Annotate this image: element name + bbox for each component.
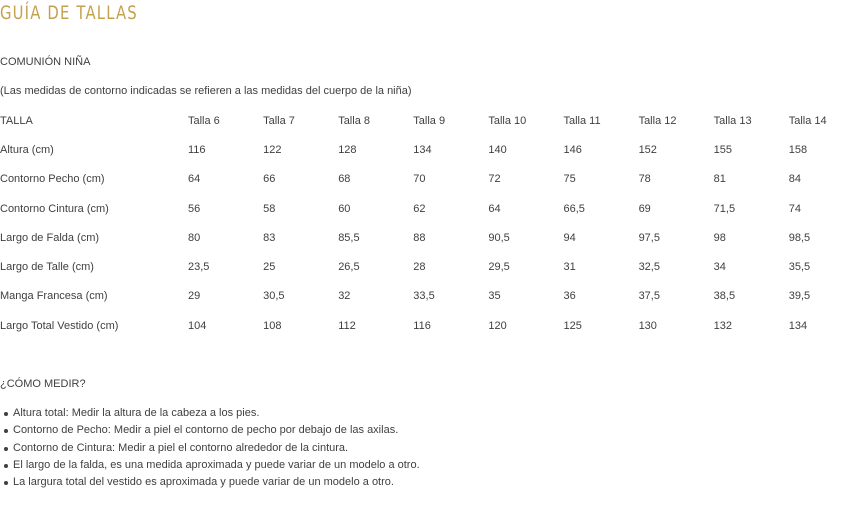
table-cell: 62 [413, 202, 426, 215]
table-cell: 97,5 [638, 231, 660, 244]
row-label: Largo de Falda (cm) [0, 231, 100, 244]
how-to-list [0, 405, 420, 491]
table-cell: 74 [788, 202, 801, 215]
table-cell: 132 [713, 319, 733, 332]
table-cell: 85,5 [338, 231, 360, 244]
table-header-cell: Talla 10 [488, 114, 527, 127]
list-item: La largura total del vestido es aproximada y puede variar de un modelo a otro. [0, 474, 420, 491]
table-cell: 70 [413, 173, 426, 186]
row-label: Largo Total Vestido (cm) [0, 319, 119, 332]
table-row [0, 311, 864, 340]
row-label: Manga Francesa (cm) [0, 290, 108, 303]
table-cell: 130 [638, 319, 657, 332]
table-header-cell: Talla 8 [338, 114, 370, 127]
table-cell: 116 [188, 143, 206, 156]
table-cell: 66 [263, 173, 276, 186]
table-cell: 33,5 [413, 290, 435, 303]
table-cell: 81 [713, 173, 726, 186]
table-cell: 122 [263, 143, 282, 156]
table-header-cell: Talla 14 [788, 114, 827, 127]
table-cell: 35 [488, 290, 501, 303]
table-cell: 58 [263, 202, 276, 215]
row-label: Contorno Cintura (cm) [0, 202, 109, 215]
table-row [0, 135, 864, 164]
table-header-cell: Talla 7 [263, 114, 295, 127]
table-cell: 38,5 [713, 290, 736, 303]
table-header-cell: TALLA [0, 114, 33, 127]
table-cell: 29 [188, 290, 201, 303]
table-cell: 134 [788, 319, 808, 332]
table-body [0, 135, 864, 340]
table-header-cell: Talla 13 [713, 114, 752, 127]
table-cell: 36 [563, 290, 576, 303]
table-cell: 94 [563, 231, 576, 244]
table-cell: 152 [638, 143, 657, 156]
table-row [0, 252, 864, 281]
table-cell: 83 [263, 231, 276, 244]
table-cell: 32,5 [638, 261, 660, 274]
table-cell: 80 [188, 231, 201, 244]
table-cell: 66,5 [563, 202, 585, 215]
table-cell: 98,5 [788, 231, 811, 244]
table-cell: 29,5 [488, 261, 510, 274]
table-cell: 140 [488, 143, 507, 156]
table-cell: 69 [638, 202, 651, 215]
table-cell: 146 [563, 143, 582, 156]
table-row [0, 194, 864, 223]
table-cell: 90,5 [488, 231, 510, 244]
table-cell: 98 [713, 231, 726, 244]
table-header-cell: Talla 9 [413, 114, 446, 127]
table-cell: 30,5 [263, 290, 285, 303]
list-item: Contorno de Pecho: Medir a piel el contorno de pecho por debajo de las axilas. [0, 422, 420, 439]
section-title: COMUNIÓN NIÑA [0, 56, 91, 68]
table-cell: 78 [638, 173, 651, 186]
list-item: Contorno de Cintura: Medir a piel el contorno alrededor de la cintura. [0, 440, 420, 457]
table-cell: 28 [413, 261, 426, 274]
list-item: Altura total: Medir la altura de la cabeza a los pies. [0, 405, 420, 422]
table-cell: 32 [338, 290, 351, 303]
table-cell: 134 [413, 143, 432, 156]
how-to-title: ¿CÓMO MEDIR? [0, 378, 86, 390]
table-row [0, 282, 864, 311]
table-row [0, 223, 864, 252]
table-cell: 104 [188, 319, 207, 332]
size-table [0, 106, 864, 340]
table-cell: 72 [488, 173, 501, 186]
table-header-cell: Talla 11 [563, 114, 601, 127]
table-header-row [0, 106, 864, 135]
table-header-cell: Talla 6 [188, 114, 220, 127]
measurement-note: (Las medidas de contorno indicadas se refieren a las medidas del cuerpo de la niña) [0, 85, 412, 97]
table-cell: 68 [338, 173, 351, 186]
table-cell: 60 [338, 202, 351, 215]
table-cell: 108 [263, 319, 282, 332]
table-cell: 84 [788, 173, 801, 186]
table-cell: 64 [188, 173, 201, 186]
table-cell: 120 [488, 319, 507, 332]
page-title: GUÍA DE TALLAS [0, 2, 138, 24]
table-cell: 116 [413, 319, 431, 332]
table-header-cell: Talla 12 [638, 114, 677, 127]
table-row [0, 165, 864, 194]
list-item: El largo de la falda, es una medida aproximada y puede variar de un modelo a otro. [0, 457, 420, 474]
table-cell: 88 [413, 231, 426, 244]
table-cell: 112 [338, 319, 356, 332]
table-cell: 26,5 [338, 261, 360, 274]
table-cell: 155 [713, 143, 733, 156]
row-label: Largo de Talle (cm) [0, 261, 94, 274]
table-cell: 25 [263, 261, 276, 274]
table-cell: 34 [713, 261, 726, 274]
table-cell: 71,5 [713, 202, 736, 215]
row-label: Altura (cm) [0, 143, 54, 156]
table-cell: 56 [188, 202, 201, 215]
table-cell: 23,5 [188, 261, 210, 274]
table-cell: 37,5 [638, 290, 660, 303]
table-cell: 35,5 [788, 261, 811, 274]
table-cell: 158 [788, 143, 808, 156]
table-cell: 64 [488, 202, 501, 215]
table-cell: 39,5 [788, 290, 811, 303]
row-label: Contorno Pecho (cm) [0, 173, 105, 186]
table-cell: 31 [563, 261, 576, 274]
table-cell: 75 [563, 173, 576, 186]
table-cell: 128 [338, 143, 357, 156]
table-cell: 125 [563, 319, 582, 332]
